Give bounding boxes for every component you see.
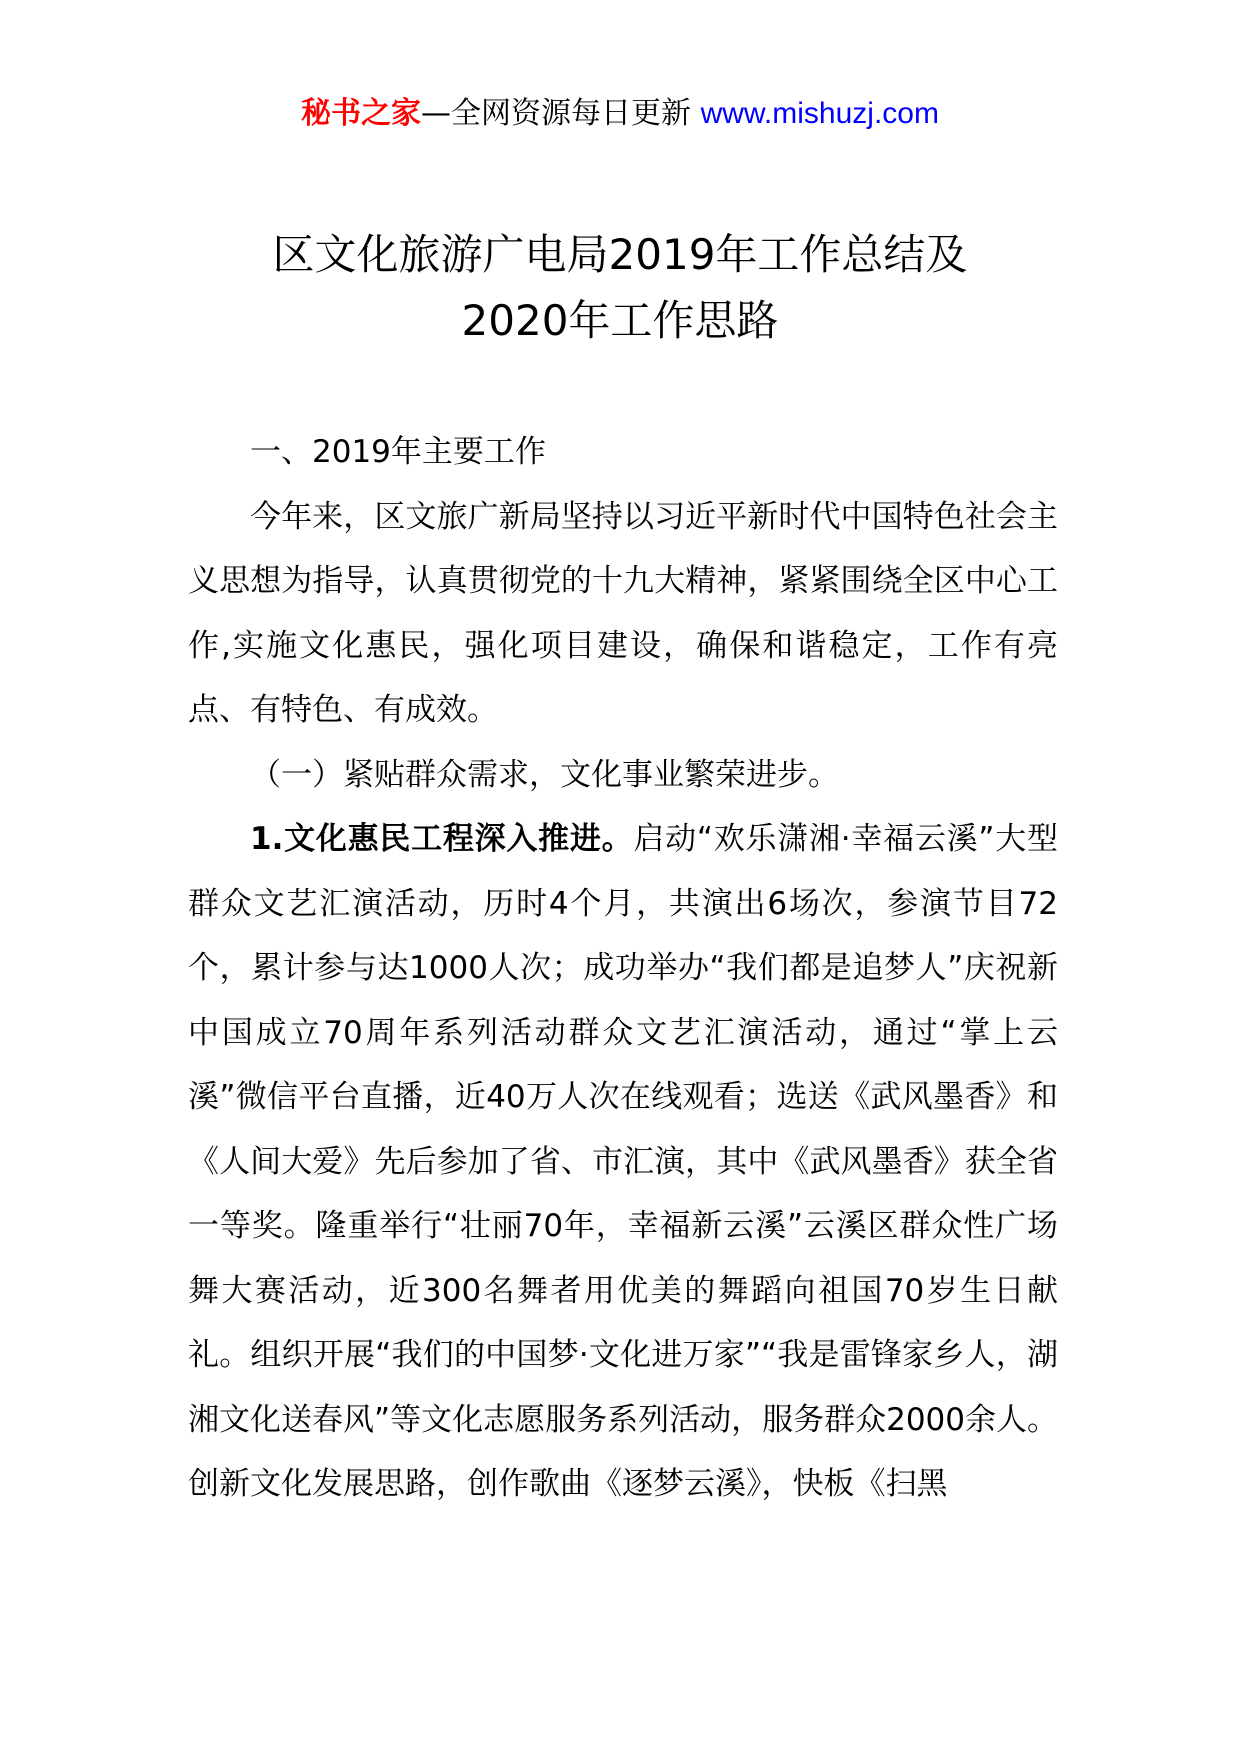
banner-brand: 秘书之家	[301, 96, 422, 131]
banner-tagline: —全网资源每日更新	[421, 96, 701, 131]
section-heading: 一、2019年主要工作	[250, 434, 546, 470]
item-text: 启动“欢乐潇湘·幸福云溪”大型群众文艺汇演活动，历时4个月，共演出6场次，参演节目72个，累计参与达1000人次；成功举办“我们都是追梦人”庆祝新中国成立70周年系列活动群众文艺汇演活动，通过“掌上云溪”微信平台直播，近40万人次在线观看；选送《武风墨香》和《人间大爱》先后参加了省、市汇演，其中《武风墨香》获全省一等奖。隆重举行“壮丽70年，幸福新云溪”云溪区群众性广场舞大赛活动，近300名舞者用优美的舞蹈向祖国70岁生日献礼。组织开展“我们的中国梦·文化进万家”“我是雷锋家乡人，湖湘文化送春风”等文化志愿服务系列活动，服务群众2000余人。创新文化发展思路，创作歌曲《逐梦云溪》，快板《扫黑	[188, 821, 1058, 1502]
title-line-2: 2020年工作思路	[461, 296, 779, 345]
document-body	[188, 420, 1058, 1517]
document-title	[0, 222, 1240, 354]
item-paragraph	[188, 807, 1058, 1517]
title-line-1: 区文化旅游广电局2019年工作总结及	[272, 230, 968, 279]
item-lead: 1.文化惠民工程深入推进。	[250, 821, 634, 857]
subsection-heading: （一）紧贴群众需求，文化事业繁荣进步。	[250, 756, 839, 793]
banner-url-link[interactable]: www.mishuzj.com	[700, 97, 939, 130]
site-banner	[0, 92, 1240, 136]
intro-paragraph: 今年来，区文旅广新局坚持以习近平新时代中国特色社会主义思想为指导，认真贯彻党的十九大精神，紧紧围绕全区中心工作,实施文化惠民，强化项目建设，确保和谐稳定，工作有亮点、有特色、有成效。	[188, 498, 1058, 728]
